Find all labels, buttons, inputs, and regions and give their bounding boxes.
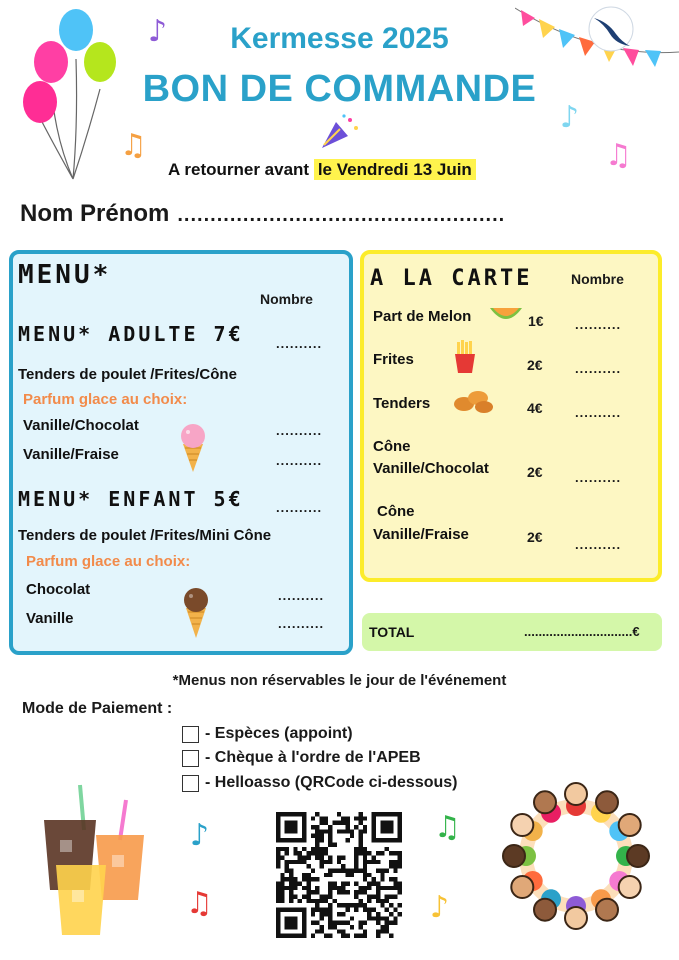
payment-option-label: - Espèces (appoint): [205, 725, 353, 742]
checkbox[interactable]: [182, 775, 199, 792]
name-label: Nom Prénom: [20, 200, 170, 227]
child-option-chocolate: Chocolat: [26, 581, 91, 598]
carte-item-fries: Frites: [373, 351, 414, 368]
adult-menu-count[interactable]: ..........: [276, 336, 323, 351]
checkbox[interactable]: [182, 726, 199, 743]
adult-menu-description: Tenders de poulet /Frites/Cône: [18, 366, 237, 383]
party-popper-icon: [318, 112, 362, 152]
payment-option-helloasso[interactable]: [182, 774, 458, 792]
deadline-prefix: A retourner avant: [168, 160, 310, 179]
child-menu-title: MENU* ENFANT 5€: [18, 487, 244, 511]
payment-title: Mode de Paiement :: [22, 700, 173, 717]
carte-price: 2€: [527, 357, 543, 373]
name-dots: ..................................................: [177, 204, 506, 226]
carte-item-tenders: Tenders: [373, 395, 431, 412]
music-note-icon: ♫: [434, 810, 461, 845]
child-flavor-label: Parfum glace au choix:: [26, 553, 191, 570]
strawberry-ice-cream-icon: [175, 422, 211, 474]
carte-count[interactable]: ..........: [575, 470, 622, 485]
carte-item-melon: Part de Melon: [373, 308, 472, 325]
carte-count[interactable]: ..........: [575, 361, 622, 376]
deadline-date: le Vendredi 13 Juin: [314, 159, 476, 180]
page-subtitle: BON DE COMMANDE: [142, 68, 537, 110]
music-note-icon: ♫: [186, 886, 213, 921]
carte-count-label: Nombre: [571, 271, 624, 287]
music-note-icon: ♫: [605, 138, 632, 173]
menu-count-label: Nombre: [260, 291, 313, 307]
carte-price: 4€: [527, 400, 543, 416]
drinks-icon: [40, 780, 150, 940]
reservation-note: *Menus non réservables le jour de l'événement: [172, 672, 507, 689]
menu-title: MENU*: [18, 260, 112, 290]
child-option-count[interactable]: ..........: [278, 588, 325, 603]
carte-item-cone-label: Cône: [377, 503, 415, 520]
music-note-icon: ♪: [148, 14, 168, 49]
melon-icon: [488, 304, 524, 326]
adult-option-count[interactable]: ..........: [276, 453, 323, 468]
child-menu-count[interactable]: ..........: [276, 500, 323, 515]
name-field[interactable]: [20, 200, 660, 228]
tenders-icon: [452, 386, 496, 416]
payment-option-label: - Chèque à l'ordre de l'APEB: [205, 749, 421, 766]
page-title: Kermesse 2025: [230, 22, 449, 55]
total-label: TOTAL: [369, 624, 415, 640]
chocolate-ice-cream-icon: [178, 586, 214, 640]
child-option-vanilla: Vanille: [26, 610, 74, 627]
child-option-count[interactable]: ..........: [278, 616, 325, 631]
carte-count[interactable]: ..........: [575, 317, 622, 332]
adult-option-vanilla-strawberry: Vanille/Fraise: [23, 446, 119, 463]
payment-option-cash[interactable]: [182, 725, 353, 743]
carte-title: A LA CARTE: [370, 266, 533, 291]
carte-count[interactable]: ..........: [575, 537, 622, 552]
deadline-text: [168, 160, 476, 180]
music-note-icon: ♫: [120, 128, 147, 163]
carte-price: 2€: [527, 464, 543, 480]
child-menu-description: Tenders de poulet /Frites/Mini Cône: [18, 527, 272, 544]
music-note-icon: ♪: [560, 100, 580, 135]
payment-option-cheque[interactable]: [182, 749, 421, 767]
total-currency: €: [632, 624, 640, 639]
total-dots: ..............................: [524, 624, 633, 639]
checkbox[interactable]: [182, 750, 199, 767]
carte-price: 1€: [528, 313, 544, 329]
total-field[interactable]: [524, 624, 640, 639]
carte-price: 2€: [527, 529, 543, 545]
fries-icon: [452, 340, 478, 374]
carte-item-cone-vanilla-chocolate: Vanille/Chocolat: [373, 460, 489, 477]
music-note-icon: ♪: [430, 890, 450, 925]
payment-option-label: - Helloasso (QRCode ci-dessous): [205, 774, 458, 791]
carte-count[interactable]: ..........: [575, 405, 622, 420]
carte-item-cone-vanilla-strawberry: Vanille/Fraise: [373, 526, 469, 543]
carte-item-cone-label: Cône: [373, 438, 411, 455]
adult-option-count[interactable]: ..........: [276, 423, 323, 438]
adult-menu-title: MENU* ADULTE 7€: [18, 322, 244, 346]
adult-flavor-label: Parfum glace au choix:: [23, 391, 188, 408]
children-circle-icon: [488, 770, 664, 940]
adult-option-vanilla-chocolate: Vanille/Chocolat: [23, 417, 139, 434]
music-note-icon: ♪: [190, 818, 210, 853]
qr-code-icon[interactable]: [276, 812, 402, 938]
